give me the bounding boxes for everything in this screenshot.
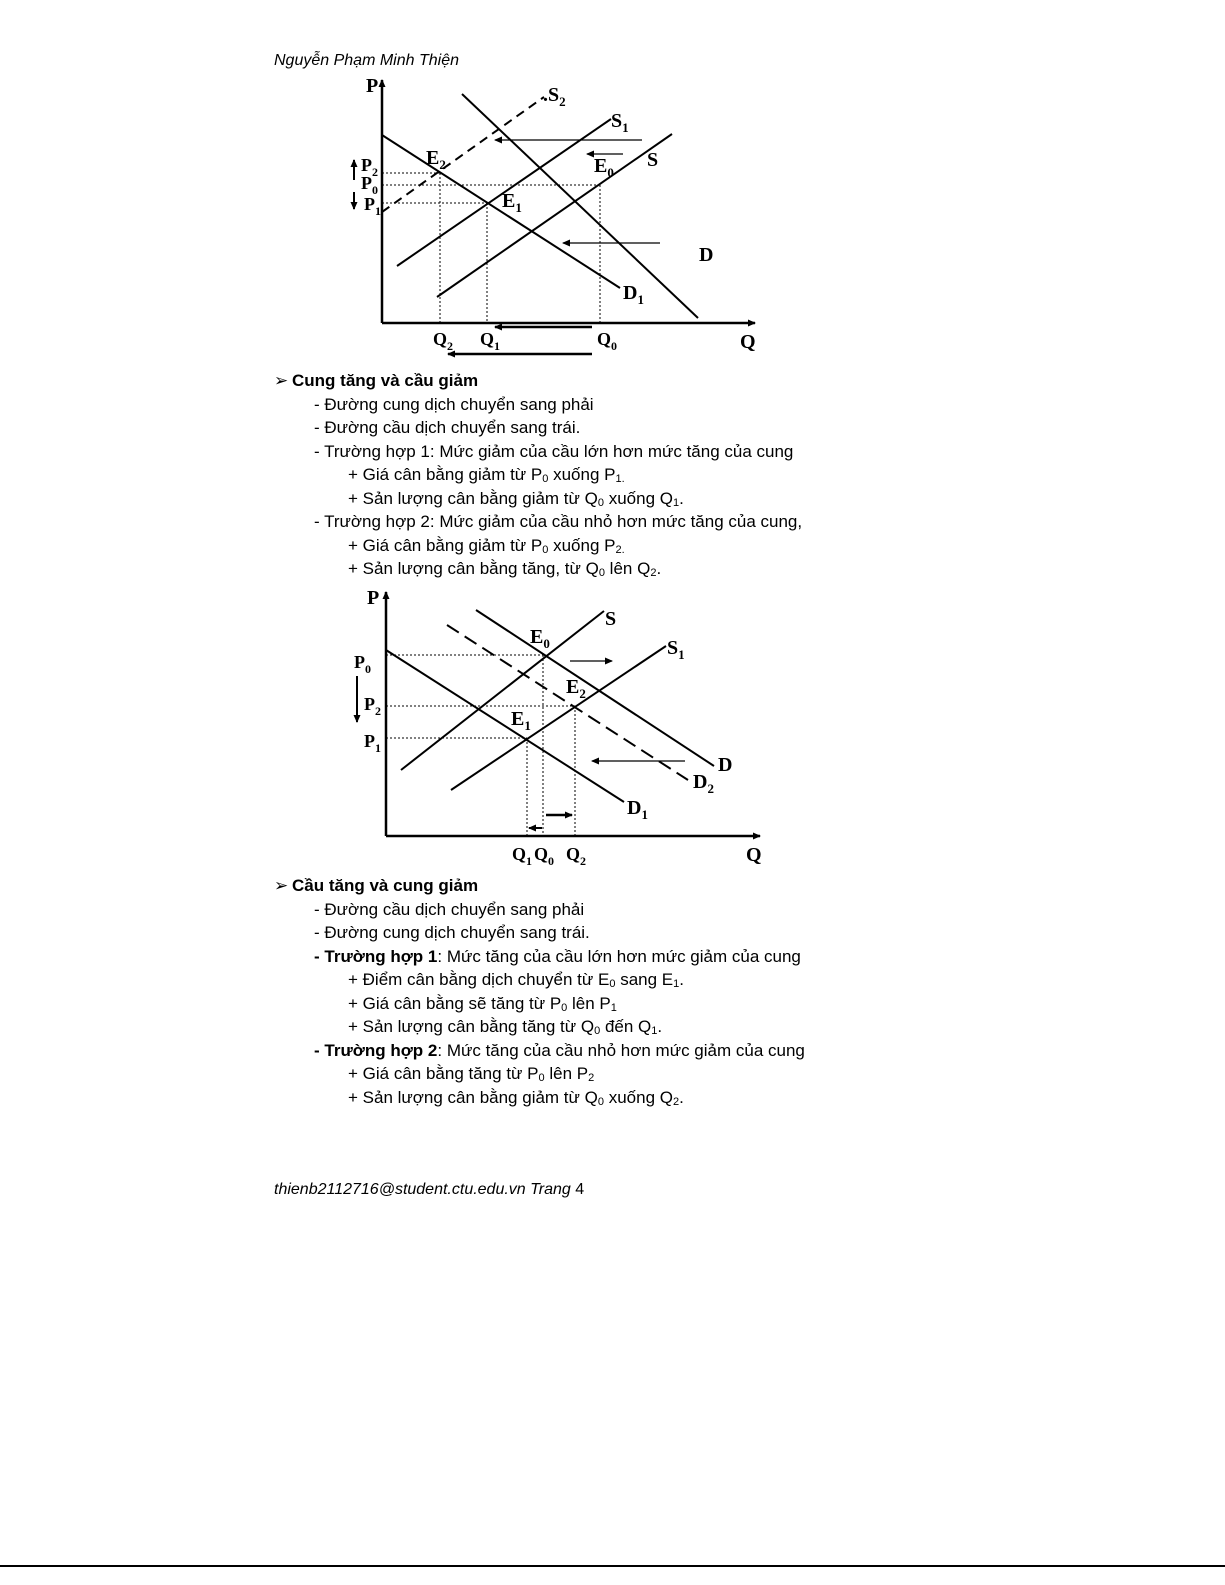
section-supply-up-demand-down [274, 369, 802, 581]
label-q0: $Q_0$ [534, 844, 555, 868]
label-e2: $E_2$ [426, 147, 446, 172]
list-item: - Đường cầu dịch chuyển sang phải [314, 899, 585, 919]
list-item: + Giá cân bằng giảm từ $P_0$ xuống $P_{2.}$ [348, 535, 625, 556]
graph-1-svg [330, 72, 790, 362]
list-item: + Điểm cân bằng dịch chuyển từ $E_0$ sang $E_1$. [348, 970, 684, 990]
section-title: Cầu tăng và cung giảm [292, 876, 479, 895]
label-q2: $Q_2$ [566, 844, 587, 868]
supply-s2-dashed [382, 97, 544, 212]
demand-d [476, 610, 714, 766]
page-footer [274, 1181, 584, 1199]
arrow-bullet-icon: ➢ [274, 371, 289, 390]
label-s1: $S_1$ [667, 637, 685, 662]
label-d1: $D_1$ [627, 797, 648, 822]
label-e0: $E_0$ [594, 155, 614, 180]
label-p2: $P_2$ [361, 155, 378, 179]
label-e1: $E_1$ [511, 708, 531, 733]
label-d: D [718, 754, 733, 776]
list-item: + Sản lượng cân bằng giảm từ $Q_0$ xuống $Q_2$. [348, 1087, 684, 1108]
label-d: D [699, 244, 714, 266]
arrow-bullet-icon: ➢ [274, 876, 289, 895]
label-q0: $Q_0$ [597, 329, 618, 353]
demand-d [462, 94, 698, 318]
label-p1: $P_1$ [364, 731, 381, 755]
label-p2: $P_2$ [364, 694, 381, 718]
label-s: S [605, 608, 617, 630]
label-s: S [647, 149, 659, 171]
shift-arrows [570, 661, 685, 761]
list-item: - Trường hợp 2: Mức giảm của cầu nhỏ hơn mức tăng của cung, [314, 512, 803, 531]
shift-arrows [495, 140, 660, 243]
list-item: + Sản lượng cân bằng tăng từ $Q_0$ đến $Q_1$. [348, 1017, 663, 1037]
label-e1: $E_1$ [502, 190, 522, 215]
q-axis-label: Q [746, 844, 762, 866]
label-d1: $D_1$ [623, 282, 644, 307]
footer-email: thienb2112716@student.ctu.edu.vn [274, 1181, 526, 1198]
guide-lines [382, 173, 600, 323]
label-p0: $P_0$ [361, 173, 378, 197]
list-item: - Trường hợp 2: Mức tăng của cầu nhỏ hơn mức giảm của cung [314, 1040, 805, 1060]
guide-lines [386, 655, 575, 836]
list-item: - Đường cầu dịch chuyển sang trái. [314, 418, 581, 437]
list-item: - Đường cung dịch chuyển sang phải [314, 394, 594, 414]
label-q2: $Q_2$ [433, 329, 454, 353]
list-item: + Giá cân bằng giảm từ $P_0$ xuống $P_{1.}$ [348, 465, 625, 485]
label-e2: $E_2$ [566, 676, 586, 701]
list-item: - Trường hợp 1: Mức tăng của cầu lớn hơn mức giảm của cung [314, 946, 801, 966]
graph-supply-up-demand-down-case2 [330, 584, 790, 874]
demand-d2-dashed [447, 625, 688, 780]
label-p1: $P_1$ [364, 194, 381, 218]
page-author: Nguyễn Phạm Minh Thiện [274, 52, 459, 69]
label-s1: $S_1$ [611, 110, 629, 135]
label-d2: $D_2$ [693, 771, 714, 796]
footer-page-word: Trang [530, 1181, 571, 1198]
label-e0: $E_0$ [530, 626, 550, 651]
demand-d1 [382, 135, 620, 288]
list-item: + Sản lượng cân bằng giảm từ $Q_0$ xuống $Q_1$. [348, 488, 684, 509]
section-demand-up-supply-down [274, 874, 805, 1109]
section-title: Cung tăng và cầu giảm [292, 371, 479, 390]
label-q1: $Q_1$ [512, 844, 533, 868]
graph-supply-up-demand-down [330, 72, 790, 362]
footer-page-number: 4 [575, 1181, 585, 1198]
list-item: + Sản lượng cân bằng tăng, từ $Q_0$ lên $Q_2$. [348, 559, 662, 579]
section-heading [274, 369, 802, 393]
p-axis-label: P [366, 75, 379, 97]
graph-2-svg [330, 584, 790, 874]
list-item: + Giá cân bằng sẽ tăng từ $P_0$ lên $P_1$ [348, 993, 617, 1014]
demand-d1 [386, 650, 624, 802]
section-heading [274, 874, 805, 898]
label-p0: $P_0$ [354, 652, 371, 676]
supply-s1 [451, 646, 666, 790]
label-q1: $Q_1$ [480, 329, 501, 353]
label-s2: $.S_2$ [543, 84, 566, 109]
list-item: + Giá cân bằng tăng từ $P_0$ lên $P_2$ [348, 1064, 595, 1084]
list-item: - Đường cung dịch chuyển sang trái. [314, 923, 590, 942]
q-axis-label: Q [740, 331, 756, 353]
list-item: - Trường hợp 1: Mức giảm của cầu lớn hơn mức tăng của cung [314, 441, 794, 461]
bottom-rule [0, 1565, 1225, 1567]
p-axis-label: P [367, 587, 380, 609]
